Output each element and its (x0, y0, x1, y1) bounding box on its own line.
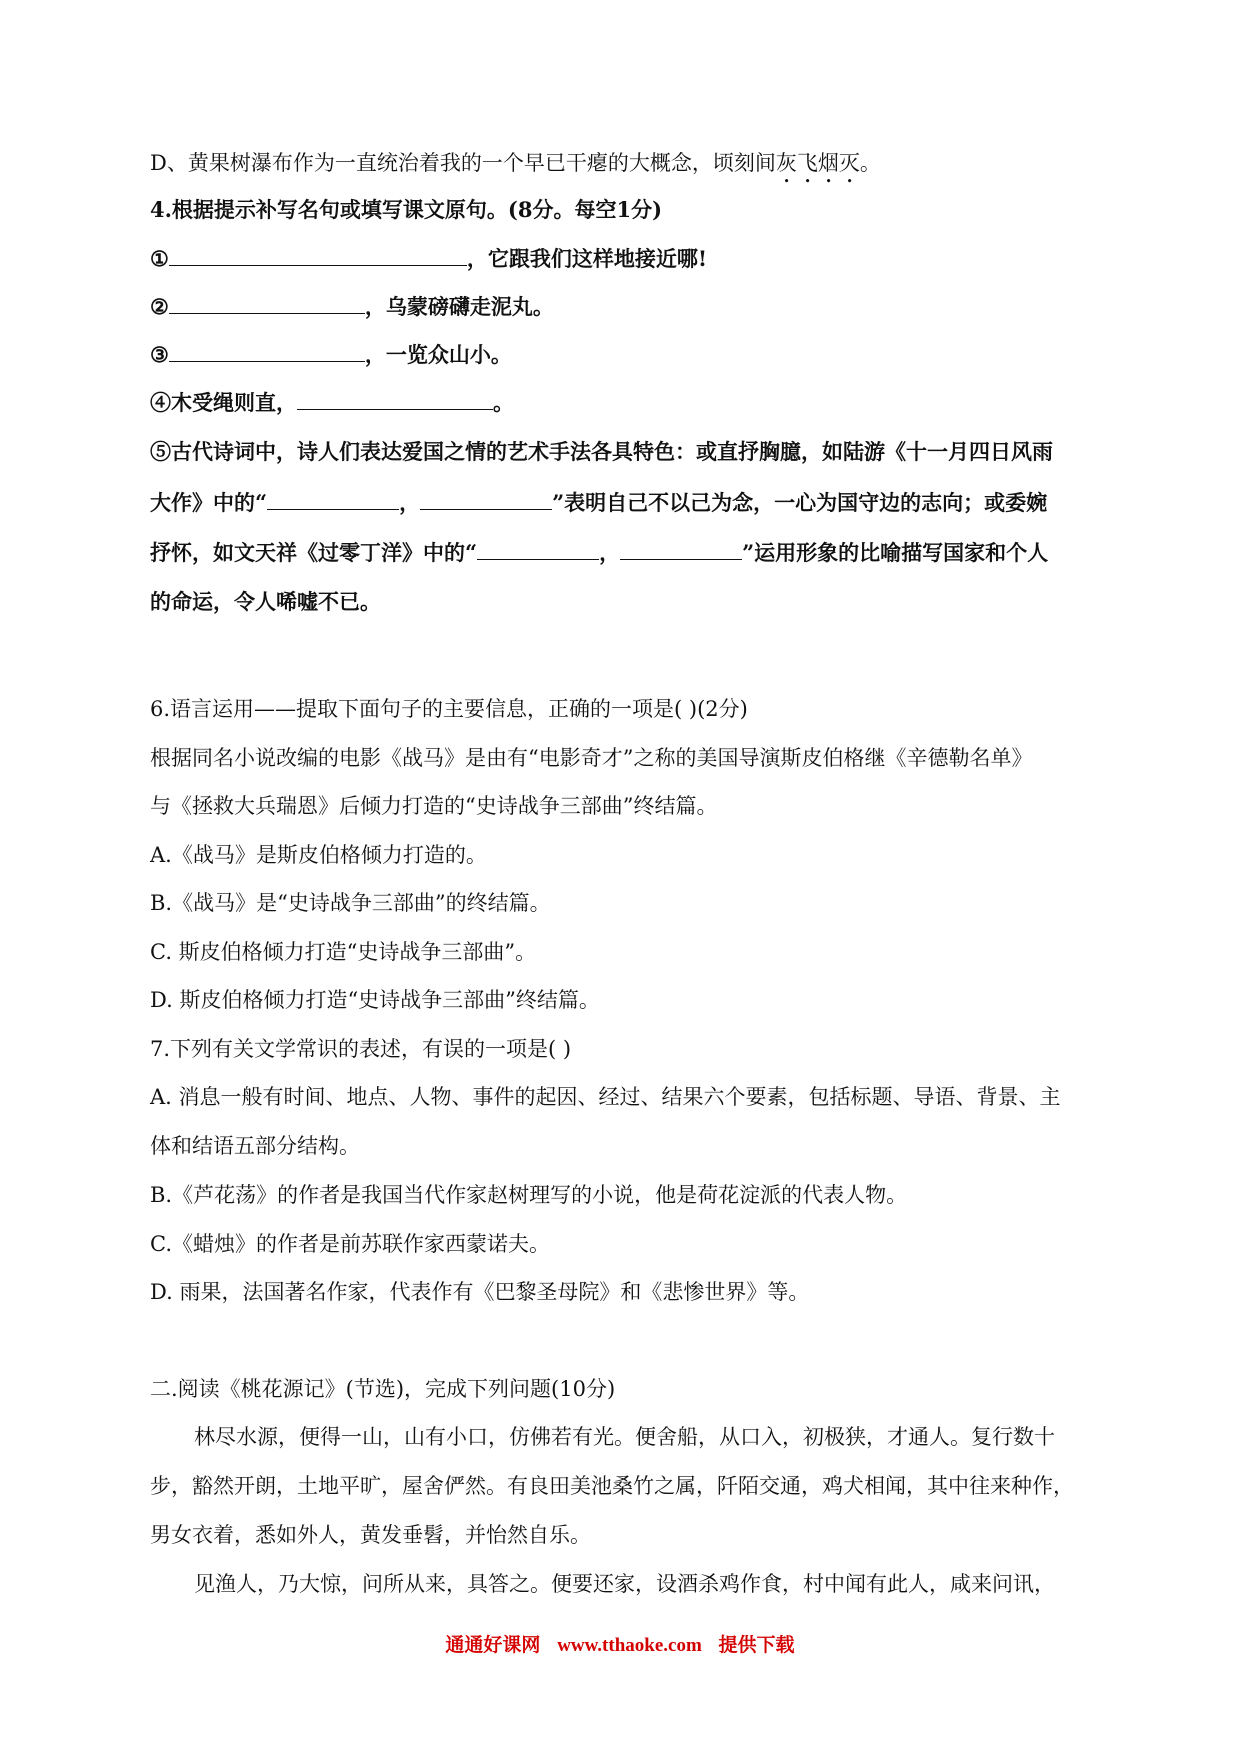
q4-item-5-line-1: ⑤古代诗词中，诗人们表达爱国之情的艺术手法各具特色：或直抒胸臆，如陆游《十一月四日风雨 (150, 439, 1053, 464)
q4-item-5-blank-2[interactable] (420, 487, 552, 510)
passage-p1-line-2: 步，豁然开朗，土地平旷，屋舍俨然。有良田美池桑竹之属，阡陌交通，鸡犬相闻，其中往来种作， (150, 1474, 1074, 1498)
q3-option-d (150, 148, 1100, 188)
q4-item-3-num: ③ (150, 342, 169, 367)
q6-option-d: D. 斯皮伯格倾力打造“史诗战争三部曲”终结篇。 (150, 988, 600, 1012)
q4-item-4-blank[interactable] (297, 387, 493, 410)
q4-item-2-blank[interactable] (169, 291, 365, 314)
q4-item-3 (150, 339, 1100, 370)
q7-option-a-line-2: 体和结语五部分结构。 (150, 1134, 360, 1158)
q4-item-4 (150, 387, 1100, 418)
q7-option-b: B.《芦花荡》的作者是我国当代作家赵树理写的小说，他是荷花淀派的代表人物。 (150, 1183, 908, 1207)
footer-url[interactable]: www.tthaoke.com (557, 1635, 702, 1656)
q4-item-5-line-2-sep: ， (399, 490, 421, 515)
q6-stem-line-1: 根据同名小说改编的电影《战马》是由有“电影奇才”之称的美国导演斯皮伯格继《辛德勒名单》 (150, 746, 1033, 770)
section-2-title: 二.阅读《桃花源记》(节选)，完成下列问题(10分) (150, 1377, 616, 1401)
q4-item-1-after: ，它跟我们这样地接近哪! (466, 246, 708, 271)
q7-title: 7.下列有关文学常识的表述，有误的一项是( ) (150, 1037, 572, 1061)
q4-title: 4.根据提示补写名句或填写课文原句。(8分。每空1分) (150, 197, 663, 222)
q6-stem-line-2: 与《拯救大兵瑞恩》后倾力打造的“史诗战争三部曲”终结篇。 (150, 794, 718, 818)
q3-option-d-before: D、黄果树瀑布作为一直统治着我的一个早已干瘪的大概念，顷刻间 (150, 151, 776, 175)
q3-option-d-after: 。 (859, 151, 881, 175)
q4-item-1-num: ① (150, 246, 169, 271)
q4-item-5-line-3 (150, 537, 1100, 568)
footer-site-name: 通通好课网 (445, 1635, 541, 1656)
q4-item-5-line-3-sep: ， (599, 540, 621, 565)
q4-item-3-after: ，一览众山小。 (364, 342, 512, 367)
passage-p1-line-1: 林尽水源，便得一山，山有小口，仿佛若有光。便舍船，从口入，初极狭，才通人。复行数十 (194, 1425, 1055, 1449)
q4-item-5-line-3-after: ”运用形象的比喻描写国家和个人 (742, 540, 1049, 565)
q6-option-c: C. 斯皮伯格倾力打造“史诗战争三部曲”。 (150, 940, 537, 964)
q3-option-d-emphasis: 灰飞烟灭 (775, 151, 860, 175)
footer-watermark (0, 1630, 1240, 1657)
passage-p2-line-1: 见渔人，乃大惊，问所从来，具答之。便要还家，设酒杀鸡作食，村中闻有此人，咸来问讯， (194, 1572, 1055, 1596)
q4-item-3-blank[interactable] (169, 339, 365, 362)
q7-option-a-line-1: A. 消息一般有时间、地点、人物、事件的起因、经过、结果六个要素，包括标题、导语、背景、主 (150, 1085, 1061, 1109)
q6-option-b: B.《战马》是“史诗战争三部曲”的终结篇。 (150, 891, 551, 915)
q4-item-5-line-2-before: 大作》中的“ (150, 490, 268, 515)
q4-item-4-after: 。 (493, 390, 514, 415)
q4-item-4-before: ④木受绳则直， (150, 390, 297, 415)
q4-item-5-blank-1[interactable] (267, 487, 399, 510)
q4-item-1-blank[interactable] (169, 243, 467, 266)
q6-title: 6.语言运用——提取下面句子的主要信息，正确的一项是( )(2分) (150, 697, 748, 721)
q4-item-5-blank-3[interactable] (477, 537, 599, 560)
q7-option-c: C.《蜡烛》的作者是前苏联作家西蒙诺夫。 (150, 1232, 550, 1256)
passage-p1-line-3: 男女衣着，悉如外人，黄发垂髫，并怡然自乐。 (150, 1523, 591, 1547)
q7-option-d: D. 雨果，法国著名作家，代表作有《巴黎圣母院》和《悲惨世界》等。 (150, 1280, 810, 1304)
q4-item-2 (150, 291, 1100, 322)
q4-item-5-line-3-before: 抒怀，如文天祥《过零丁洋》中的“ (150, 540, 478, 565)
q4-item-5-line-4: 的命运，令人唏嘘不已。 (150, 589, 381, 614)
q4-item-2-num: ② (150, 294, 169, 319)
footer-action: 提供下载 (718, 1635, 795, 1656)
q4-item-5-line-2-after: ”表明自己不以己为念，一心为国守边的志向；或委婉 (552, 490, 1048, 515)
q4-item-1 (150, 243, 1100, 274)
q6-option-a: A.《战马》是斯皮伯格倾力打造的。 (150, 843, 487, 867)
q4-item-5-line-2 (150, 487, 1100, 518)
q4-item-5-blank-4[interactable] (620, 537, 742, 560)
q4-item-2-after: ，乌蒙磅礴走泥丸。 (364, 294, 554, 319)
